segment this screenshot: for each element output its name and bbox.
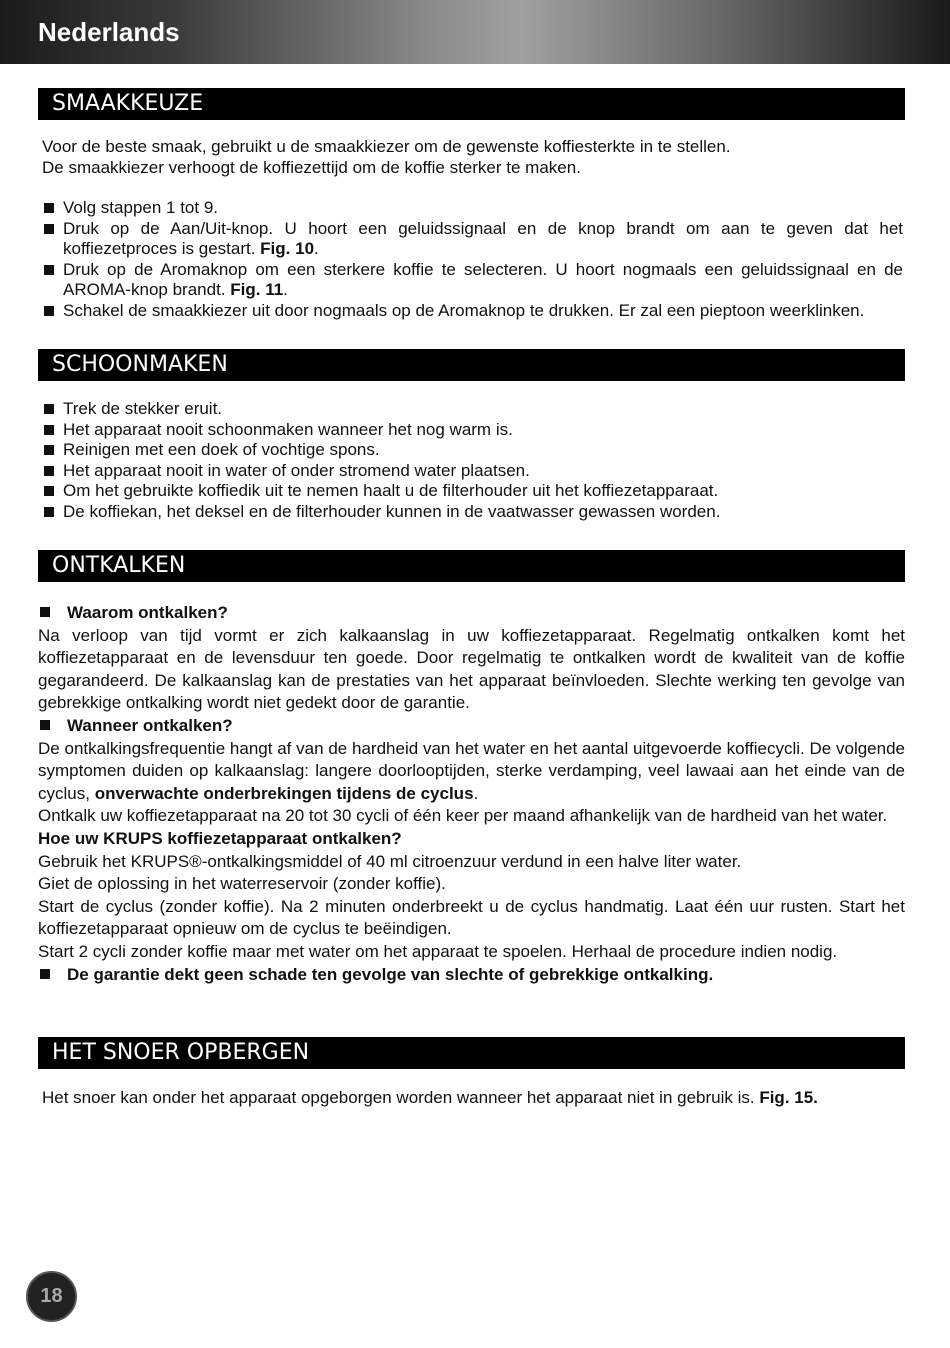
section-header-snoer: HET SNOER OPBERGEN	[38, 1037, 905, 1069]
figure-reference: Fig. 11	[230, 280, 284, 299]
bullet-square-icon	[44, 306, 54, 316]
paragraph: Na verloop van tijd vormt er zich kalkaanslag in uw koffiezetapparaat. Regelmatig ontkalken komt het koffiezetapparaat en de levensduur ten goede. Door regelmatig te ontkalken wordt de kwaliteit van de koffie gegarandeerd. De kalkaanslag kan de prestaties van het apparaat beïnvloeden. Slechte werking ten gevolge van gebrekkige ontkalking wordt niet gedekt door de garantie.	[38, 625, 905, 713]
question-heading: Hoe uw KRUPS koffiezetapparaat ontkalken?	[38, 828, 402, 848]
bullet-square-icon	[44, 466, 54, 476]
paragraph: De ontkalkingsfrequentie hangt af van de hardheid van het water en het aantal uitgevoerde koffiecycli. De volgende symptomen duiden op kalkaanslag: langere doorlooptijden, sterke verdamping, veel lawaai aan het einde van de cyclus, onverwachte onderbrekingen tijdens de cyclus.	[38, 738, 905, 803]
bullet-square-icon	[44, 486, 54, 496]
bullet-square-icon	[44, 507, 54, 517]
list-item: Reinigen met een doek of vochtige spons.	[42, 440, 903, 461]
section-header-smaakkeuze: SMAAKKEUZE	[38, 88, 905, 120]
list-item: Druk op de Aromaknop om een sterkere koffie te selecteren. U hoort nogmaals een geluidssignaal en de AROMA-knop brandt. Fig. 11.	[42, 260, 903, 301]
bullet-square-icon	[40, 969, 50, 979]
section-header-schoonmaken: SCHOONMAKEN	[38, 349, 905, 381]
bullet-square-icon	[44, 404, 54, 414]
question-heading: Wanneer ontkalken?	[38, 715, 905, 738]
bullet-square-icon	[40, 720, 50, 730]
bullet-square-icon	[44, 425, 54, 435]
paragraph: Ontkalk uw koffiezetapparaat na 20 tot 30 cycli of één keer per maand afhankelijk van de hardheid van het water.	[38, 806, 888, 826]
warning-note: De garantie dekt geen schade ten gevolge van slechte of gebrekkige ontkalking.	[38, 964, 905, 987]
list-item: De koffiekan, het deksel en de filterhouder kunnen in de vaatwasser gewassen worden.	[42, 502, 903, 523]
smaakkeuze-intro	[42, 137, 905, 178]
bullet-square-icon	[44, 265, 54, 275]
bullet-square-icon	[44, 445, 54, 455]
list-item: Het apparaat nooit in water of onder stromend water plaatsen.	[42, 461, 903, 482]
snoer-text: Het snoer kan onder het apparaat opgeborgen worden wanneer het apparaat niet in gebruik is. Fig. 15.	[42, 1088, 818, 1107]
bullet-square-icon	[40, 607, 50, 617]
intro-line-2: De smaakkiezer verhoogt de koffiezettijd om de koffie sterker te maken.	[42, 157, 581, 177]
language-title: Nederlands	[38, 17, 180, 47]
list-item: Om het gebruikte koffiedik uit te nemen haalt u de filterhouder uit het koffiezetapparaat.	[42, 481, 903, 502]
figure-reference: Fig. 15.	[759, 1088, 818, 1107]
paragraph: Giet de oplossing in het waterreservoir (zonder koffie).	[38, 874, 446, 894]
list-item: Druk op de Aan/Uit-knop. U hoort een geluidssignaal en de knop brandt om aan te geven dat het koffiezetproces is gestart. Fig. 10.	[42, 219, 903, 260]
bullet-square-icon	[44, 224, 54, 234]
paragraph: Gebruik het KRUPS®-ontkalkingsmiddel of 40 ml citroenzuur verdund in een halve liter water.	[38, 851, 742, 871]
schoonmaken-list	[42, 399, 903, 522]
language-banner	[0, 0, 950, 64]
page-number: 18	[40, 1285, 63, 1307]
page-number-badge	[26, 1271, 77, 1322]
section-header-ontkalken: ONTKALKEN	[38, 550, 905, 582]
ontkalken-body	[38, 602, 905, 986]
question-heading: Waarom ontkalken?	[38, 602, 905, 625]
list-item: Het apparaat nooit schoonmaken wanneer het nog warm is.	[42, 420, 903, 441]
paragraph: Start 2 cycli zonder koffie maar met water om het apparaat te spoelen. Herhaal de procedure indien nodig.	[38, 941, 838, 961]
figure-reference: Fig. 10	[260, 239, 315, 258]
list-item: Trek de stekker eruit.	[42, 399, 903, 420]
smaakkeuze-steps	[42, 198, 903, 321]
paragraph: Start de cyclus (zonder koffie). Na 2 minuten onderbreekt u de cyclus handmatig. Laat één uur rusten. Start het koffiezetapparaat opnieuw om de cyclus te beëindigen.	[38, 896, 905, 939]
bullet-square-icon	[44, 203, 54, 213]
list-item: Volg stappen 1 tot 9.	[42, 198, 903, 219]
intro-line-1: Voor de beste smaak, gebruikt u de smaakkiezer om de gewenste koffiesterkte in te stellen.	[42, 137, 731, 156]
list-item: Schakel de smaakkiezer uit door nogmaals op de Aromaknop te drukken. Er zal een pieptoon weerklinken.	[42, 301, 903, 322]
